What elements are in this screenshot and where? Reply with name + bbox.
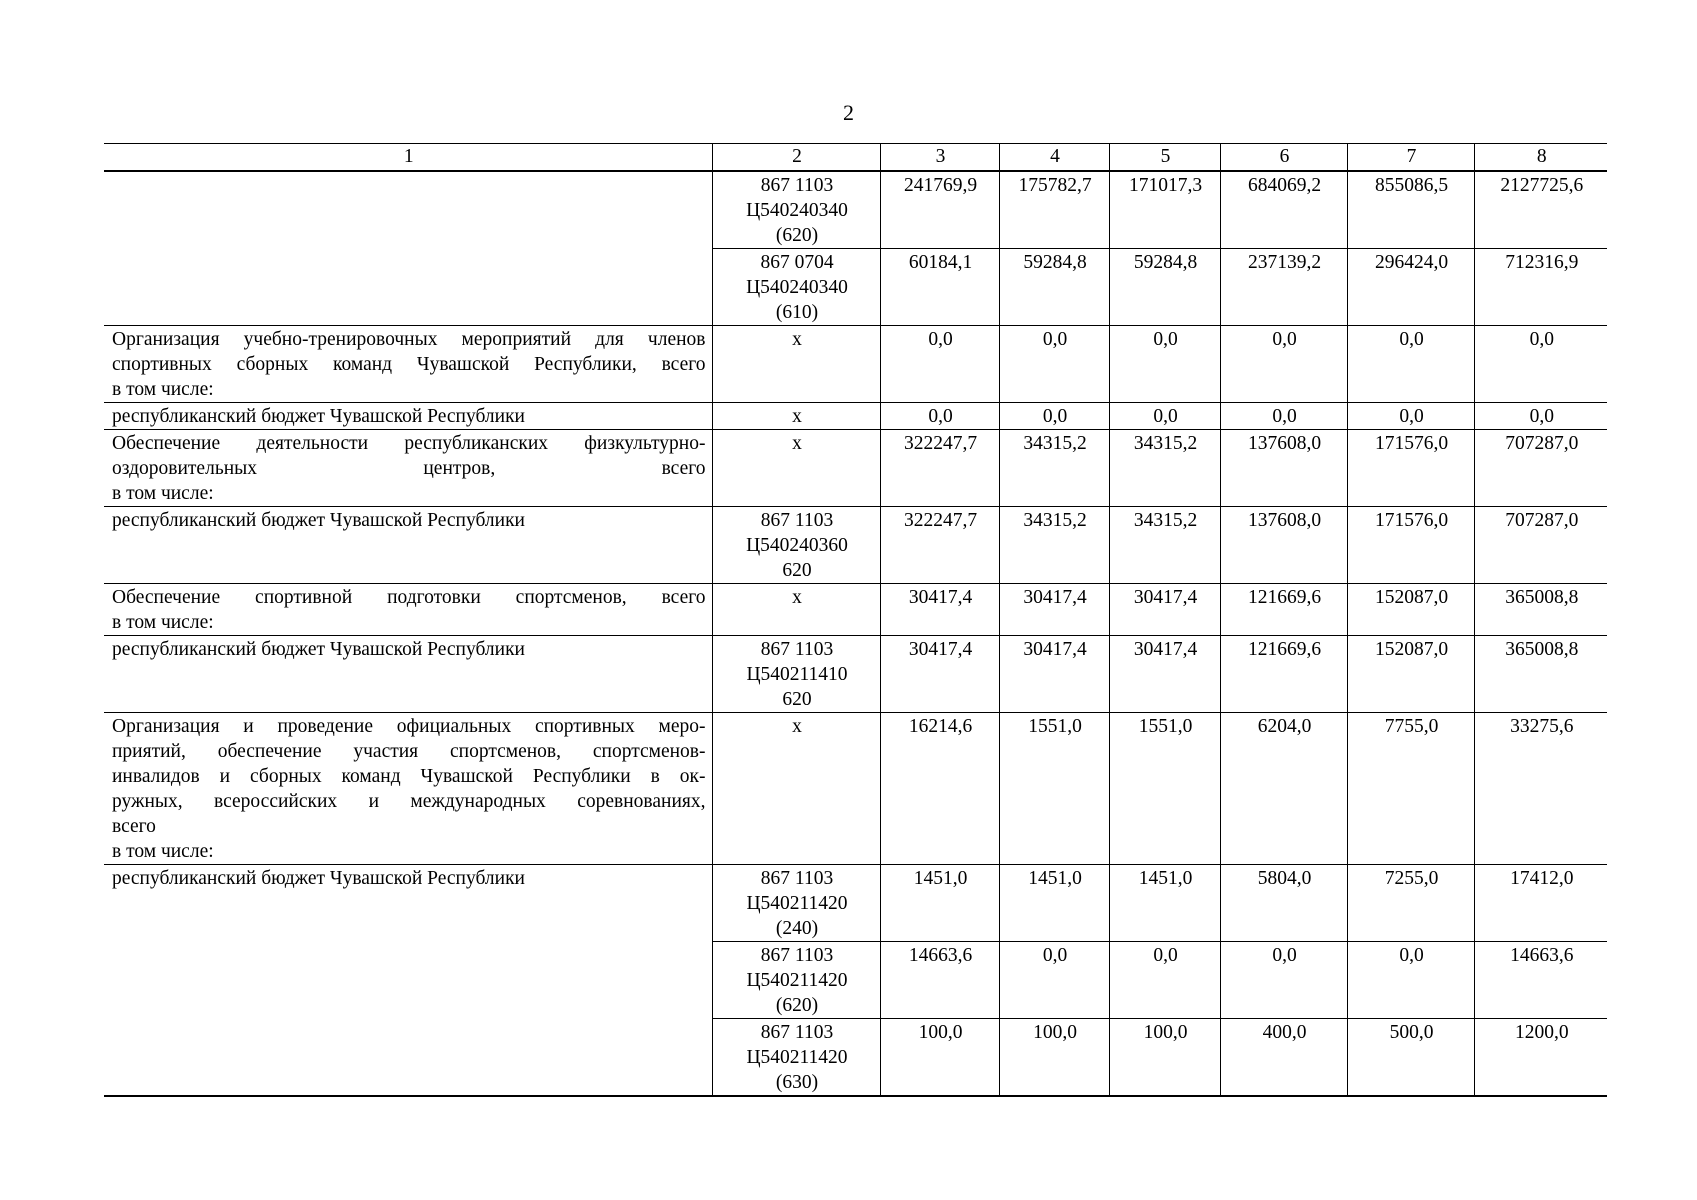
value-col-3: 100,0 [880, 1019, 999, 1097]
value-col-7: 0,0 [1347, 326, 1474, 403]
description-line: Организация учебно-тренировочных мероприятий для членов [112, 329, 706, 350]
budget-code-line: 867 0704 [760, 252, 834, 273]
value-col-3: 0,0 [880, 403, 999, 430]
description-line: ружных, всероссийских и международных соревнованиях, [112, 791, 706, 812]
budget-code-line: Ц540211420 [746, 893, 848, 914]
description-line: республиканский бюджет Чувашской Республики [112, 406, 525, 427]
value-col-3: 60184,1 [880, 249, 999, 326]
table-row [104, 326, 1607, 403]
value-col-3: 16214,6 [880, 713, 999, 865]
value-col-5: 0,0 [1109, 942, 1220, 1019]
description-line: Организация и проведение официальных спортивных меро- [112, 716, 706, 737]
value-col-4: 100,0 [999, 1019, 1109, 1097]
row-description [104, 430, 712, 507]
table-row [104, 1019, 1607, 1097]
budget-code [712, 865, 880, 942]
value-col-4: 0,0 [999, 403, 1109, 430]
row-description [104, 171, 712, 249]
budget-code-line: (620) [775, 995, 819, 1016]
row-description [104, 584, 712, 636]
budget-code-line: 867 1103 [760, 1022, 834, 1043]
row-description [104, 865, 712, 942]
value-col-3: 30417,4 [880, 636, 999, 713]
row-description [104, 507, 712, 584]
value-col-4: 175782,7 [999, 171, 1109, 249]
column-header-4: 4 [999, 144, 1109, 172]
value-col-4: 30417,4 [999, 584, 1109, 636]
value-col-7: 152087,0 [1347, 584, 1474, 636]
value-col-4: 0,0 [999, 942, 1109, 1019]
value-col-8: 0,0 [1474, 326, 1607, 403]
budget-code-line: 867 1103 [760, 639, 834, 660]
value-col-6: 237139,2 [1220, 249, 1347, 326]
table-row [104, 507, 1607, 584]
value-col-7: 171576,0 [1347, 430, 1474, 507]
value-col-5: 0,0 [1109, 326, 1220, 403]
value-col-8: 17412,0 [1474, 865, 1607, 942]
value-col-4: 30417,4 [999, 636, 1109, 713]
value-col-5: 171017,3 [1109, 171, 1220, 249]
budget-code-line: Ц540240340 [746, 277, 848, 298]
value-col-5: 1551,0 [1109, 713, 1220, 865]
column-header-7: 7 [1347, 144, 1474, 172]
value-col-6: 0,0 [1220, 403, 1347, 430]
value-col-5: 34315,2 [1109, 507, 1220, 584]
value-col-6: 137608,0 [1220, 507, 1347, 584]
value-col-6: 121669,6 [1220, 584, 1347, 636]
value-col-7: 0,0 [1347, 942, 1474, 1019]
value-col-3: 322247,7 [880, 430, 999, 507]
value-col-8: 712316,9 [1474, 249, 1607, 326]
budget-code-line: 867 1103 [760, 868, 834, 889]
budget-code-line: Ц540211420 [746, 970, 848, 991]
column-header-5: 5 [1109, 144, 1220, 172]
description-line: в том числе: [112, 612, 214, 633]
value-col-8: 2127725,6 [1474, 171, 1607, 249]
page-number: 2 [843, 100, 854, 125]
value-col-3: 30417,4 [880, 584, 999, 636]
budget-code-line: (610) [775, 302, 819, 323]
value-col-5: 0,0 [1109, 403, 1220, 430]
table-row [104, 171, 1607, 249]
budget-code-line: x [792, 587, 802, 608]
value-col-3: 322247,7 [880, 507, 999, 584]
description-line: инвалидов и сборных команд Чувашской Республики в ок- [112, 766, 706, 787]
value-col-3: 0,0 [880, 326, 999, 403]
value-col-6: 0,0 [1220, 326, 1347, 403]
budget-code [712, 584, 880, 636]
budget-code-line: x [792, 406, 802, 427]
budget-code-line: 620 [782, 560, 812, 581]
budget-code [712, 403, 880, 430]
value-col-4: 34315,2 [999, 507, 1109, 584]
value-col-6: 0,0 [1220, 942, 1347, 1019]
table-row [104, 942, 1607, 1019]
row-description [104, 942, 712, 1019]
description-line: приятий, обеспечение участия спортсменов, спортсменов- [112, 741, 706, 762]
column-header-3: 3 [880, 144, 999, 172]
value-col-6: 400,0 [1220, 1019, 1347, 1097]
value-col-4: 34315,2 [999, 430, 1109, 507]
value-col-3: 1451,0 [880, 865, 999, 942]
description-line: спортивных сборных команд Чувашской Республики, всего [112, 354, 706, 375]
budget-table [104, 143, 1607, 1097]
table-row [104, 584, 1607, 636]
budget-code-line: (630) [775, 1072, 819, 1093]
value-col-7: 296424,0 [1347, 249, 1474, 326]
value-col-8: 14663,6 [1474, 942, 1607, 1019]
row-description [104, 326, 712, 403]
value-col-8: 365008,8 [1474, 636, 1607, 713]
table-row [104, 636, 1607, 713]
budget-code [712, 171, 880, 249]
budget-code [712, 507, 880, 584]
row-description [104, 1019, 712, 1097]
budget-code [712, 430, 880, 507]
table-row [104, 865, 1607, 942]
value-col-6: 6204,0 [1220, 713, 1347, 865]
table-row [104, 713, 1607, 865]
budget-code [712, 713, 880, 865]
description-line: республиканский бюджет Чувашской Республики [112, 639, 525, 660]
budget-code [712, 636, 880, 713]
budget-code-line: Ц540240360 [746, 535, 848, 556]
value-col-7: 855086,5 [1347, 171, 1474, 249]
row-description [104, 713, 712, 865]
budget-code-line: Ц540211410 [746, 664, 848, 685]
description-line: в том числе: [112, 483, 214, 504]
value-col-7: 0,0 [1347, 403, 1474, 430]
value-col-4: 1551,0 [999, 713, 1109, 865]
value-col-6: 137608,0 [1220, 430, 1347, 507]
row-description [104, 403, 712, 430]
column-header-8: 8 [1474, 144, 1607, 172]
description-line: республиканский бюджет Чувашской Республики [112, 868, 525, 889]
value-col-3: 241769,9 [880, 171, 999, 249]
value-col-6: 121669,6 [1220, 636, 1347, 713]
value-col-6: 684069,2 [1220, 171, 1347, 249]
description-line: республиканский бюджет Чувашской Республики [112, 510, 525, 531]
budget-code [712, 249, 880, 326]
budget-code-line: (240) [775, 918, 819, 939]
row-description [104, 636, 712, 713]
budget-code-line: Ц540211420 [746, 1047, 848, 1068]
value-col-5: 1451,0 [1109, 865, 1220, 942]
value-col-3: 14663,6 [880, 942, 999, 1019]
value-col-8: 707287,0 [1474, 507, 1607, 584]
table-row [104, 403, 1607, 430]
budget-code-line: x [792, 716, 802, 737]
budget-code-line: 867 1103 [760, 510, 834, 531]
value-col-5: 30417,4 [1109, 636, 1220, 713]
value-col-8: 0,0 [1474, 403, 1607, 430]
budget-code [712, 326, 880, 403]
value-col-8: 1200,0 [1474, 1019, 1607, 1097]
budget-code-line: 867 1103 [760, 175, 834, 196]
value-col-7: 7255,0 [1347, 865, 1474, 942]
budget-code-line: x [792, 433, 802, 454]
value-col-5: 34315,2 [1109, 430, 1220, 507]
value-col-4: 59284,8 [999, 249, 1109, 326]
value-col-8: 707287,0 [1474, 430, 1607, 507]
value-col-4: 1451,0 [999, 865, 1109, 942]
value-col-7: 7755,0 [1347, 713, 1474, 865]
value-col-7: 171576,0 [1347, 507, 1474, 584]
column-header-6: 6 [1220, 144, 1347, 172]
budget-code-line: 620 [782, 689, 812, 710]
description-line: в том числе: [112, 379, 214, 400]
budget-code-line: 867 1103 [760, 945, 834, 966]
budget-code-line: x [792, 329, 802, 350]
description-line: в том числе: [112, 841, 214, 862]
row-description [104, 249, 712, 326]
table-row [104, 249, 1607, 326]
value-col-8: 365008,8 [1474, 584, 1607, 636]
table-row [104, 430, 1607, 507]
value-col-6: 5804,0 [1220, 865, 1347, 942]
budget-code [712, 942, 880, 1019]
description-line: Обеспечение спортивной подготовки спортсменов, всего [112, 587, 706, 608]
value-col-8: 33275,6 [1474, 713, 1607, 865]
value-col-7: 152087,0 [1347, 636, 1474, 713]
value-col-7: 500,0 [1347, 1019, 1474, 1097]
budget-code [712, 1019, 880, 1097]
description-line: всего [112, 816, 156, 837]
description-line: оздоровительных центров, всего [112, 458, 706, 479]
budget-code-line: (620) [775, 225, 819, 246]
value-col-5: 100,0 [1109, 1019, 1220, 1097]
table-header-row [104, 144, 1607, 172]
column-header-1: 1 [104, 144, 712, 172]
budget-code-line: Ц540240340 [746, 200, 848, 221]
value-col-5: 59284,8 [1109, 249, 1220, 326]
description-line: Обеспечение деятельности республиканских физкультурно- [112, 433, 706, 454]
value-col-5: 30417,4 [1109, 584, 1220, 636]
column-header-2: 2 [712, 144, 880, 172]
value-col-4: 0,0 [999, 326, 1109, 403]
